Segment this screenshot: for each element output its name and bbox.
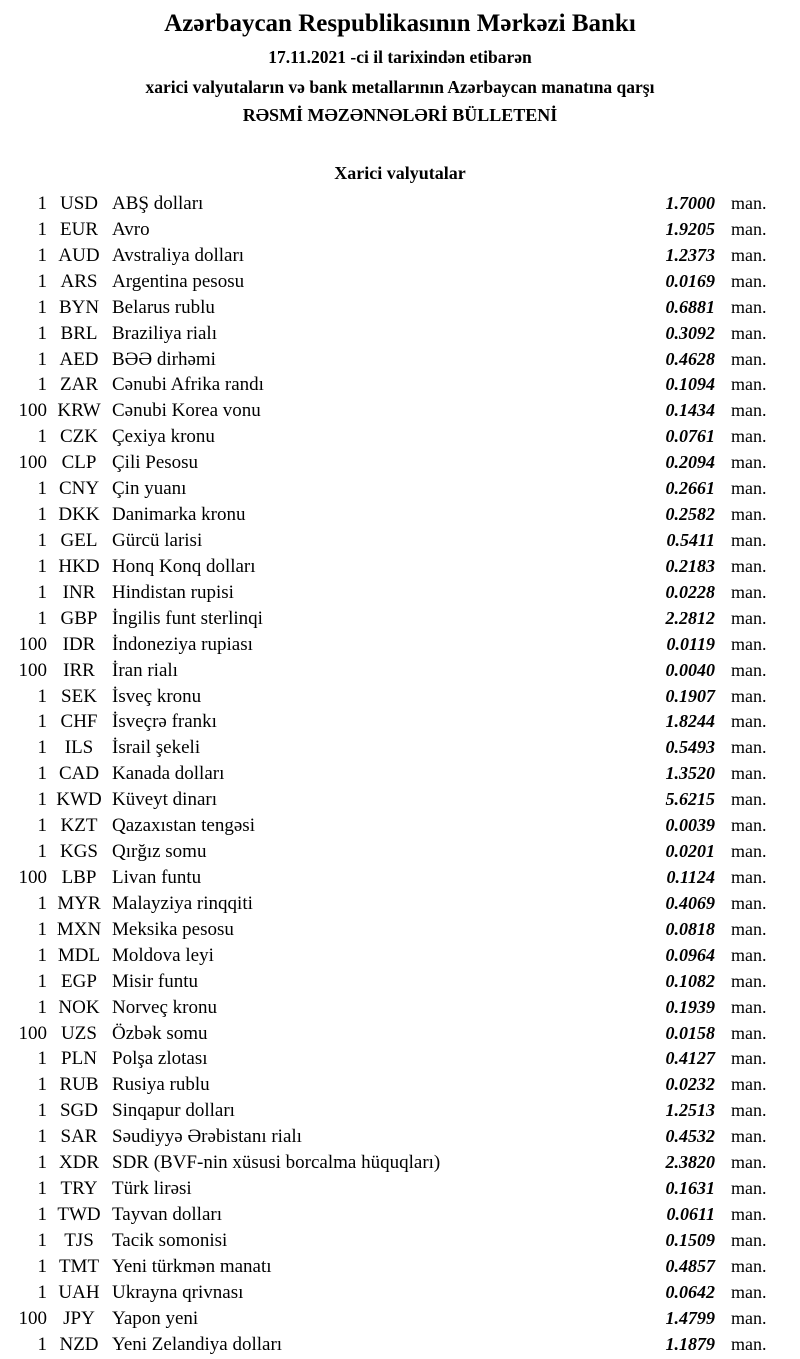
currency-quantity: 1 <box>37 1178 47 1200</box>
currency-code: NZD <box>59 1333 99 1355</box>
rate-value: 0.0232 <box>665 1074 715 1095</box>
currency-name: Türk lirəsi <box>112 1178 192 1200</box>
rate-row <box>0 761 800 787</box>
currency-name: İsveç kronu <box>112 685 202 707</box>
currency-code: JPY <box>63 1307 95 1329</box>
unit-label: man. <box>731 996 767 1017</box>
bulletin-header <box>0 0 800 126</box>
unit-label: man. <box>731 659 767 680</box>
currency-quantity: 1 <box>37 1126 47 1148</box>
currency-name: Sinqapur dolları <box>112 1100 235 1122</box>
currency-quantity: 100 <box>18 633 47 655</box>
currency-name: Qazaxıstan tengəsi <box>112 815 255 837</box>
currency-quantity: 1 <box>37 218 47 240</box>
currency-name: İsveçrə frankı <box>112 711 217 733</box>
rate-value: 0.0201 <box>665 841 715 862</box>
unit-label: man. <box>731 555 767 576</box>
currency-code: MDL <box>57 944 101 966</box>
rate-row <box>0 1306 800 1332</box>
unit-label: man. <box>731 400 767 421</box>
currency-name: Avro <box>112 218 150 240</box>
rate-row <box>0 269 800 295</box>
rate-value: 0.4532 <box>665 1126 715 1147</box>
currency-quantity: 1 <box>37 244 47 266</box>
currency-name: Polşa zlotası <box>112 1048 208 1070</box>
section-title-foreign-currencies: Xarici valyutalar <box>334 163 466 183</box>
currency-code: BRL <box>60 322 98 344</box>
unit-label: man. <box>731 244 767 265</box>
currency-code: RUB <box>59 1074 99 1096</box>
currency-quantity: 1 <box>37 918 47 940</box>
unit-label: man. <box>731 970 767 991</box>
unit-label: man. <box>731 1152 767 1173</box>
currency-quantity: 1 <box>37 348 47 370</box>
currency-quantity: 1 <box>37 193 47 214</box>
rate-row <box>0 1098 800 1124</box>
currency-code: MYR <box>57 892 101 914</box>
currency-code: KWD <box>56 789 102 811</box>
currency-code: MXN <box>56 918 102 940</box>
rate-row <box>0 1021 800 1047</box>
currency-quantity: 1 <box>37 841 47 863</box>
currency-quantity: 100 <box>18 659 47 681</box>
currency-quantity: 1 <box>37 1074 47 1096</box>
rate-value: 1.2513 <box>665 1100 715 1121</box>
currency-code: SEK <box>61 685 97 707</box>
currency-quantity: 1 <box>37 789 47 811</box>
currency-quantity: 100 <box>18 866 47 888</box>
rate-row <box>0 295 800 321</box>
currency-name: Yapon yeni <box>112 1307 199 1329</box>
rate-row <box>0 1332 800 1358</box>
rate-row <box>0 1176 800 1202</box>
currency-name: Danimarka kronu <box>112 504 246 526</box>
rate-value: 0.2094 <box>665 452 715 473</box>
currency-name: Avstraliya dolları <box>112 244 245 266</box>
currency-quantity: 1 <box>37 763 47 785</box>
unit-label: man. <box>731 1074 767 1095</box>
currency-code: LBP <box>61 866 97 888</box>
rate-value: 0.0040 <box>665 659 715 680</box>
unit-label: man. <box>731 348 767 369</box>
rate-value: 0.1631 <box>665 1178 715 1199</box>
rate-value: 0.2183 <box>665 555 715 576</box>
currency-name: Gürcü larisi <box>112 529 203 551</box>
rate-value: 0.1939 <box>665 996 715 1017</box>
currency-name: Yeni türkmən manatı <box>112 1255 272 1277</box>
currency-name: Cənubi Afrika randı <box>112 374 264 396</box>
bulletin-title-line: RƏSMİ MƏZƏNNƏLƏRİ BÜLLETENİ <box>242 105 558 125</box>
rate-value: 0.6881 <box>665 296 715 317</box>
rate-value: 0.0964 <box>665 944 715 965</box>
currency-code: UAH <box>58 1281 100 1303</box>
rate-row <box>0 424 800 450</box>
currency-quantity: 1 <box>37 1229 47 1251</box>
currency-quantity: 1 <box>37 1203 47 1225</box>
unit-label: man. <box>731 918 767 939</box>
currency-quantity: 1 <box>37 737 47 759</box>
rate-value: 0.1082 <box>665 970 715 991</box>
currency-quantity: 1 <box>37 892 47 914</box>
rate-row <box>0 684 800 710</box>
rate-row <box>0 321 800 347</box>
rate-row <box>0 554 800 580</box>
rate-row <box>0 502 800 528</box>
rate-value: 0.4628 <box>665 348 715 369</box>
rate-row <box>0 606 800 632</box>
rate-value: 0.4069 <box>665 892 715 913</box>
currency-code: KZT <box>60 815 98 837</box>
rate-row <box>0 865 800 891</box>
rate-row <box>0 995 800 1021</box>
rate-value: 1.3520 <box>665 763 715 784</box>
unit-label: man. <box>731 866 767 887</box>
currency-name: Misir funtu <box>112 970 199 992</box>
currency-name: Yeni Zelandiya dolları <box>112 1333 283 1355</box>
currency-quantity: 1 <box>37 970 47 992</box>
currency-code: AED <box>59 348 99 370</box>
rate-value: 0.1434 <box>665 400 715 421</box>
unit-label: man. <box>731 1229 767 1250</box>
unit-label: man. <box>731 296 767 317</box>
rate-row <box>0 1280 800 1306</box>
currency-name: Cənubi Korea vonu <box>112 400 261 422</box>
currency-quantity: 1 <box>37 1333 47 1355</box>
rate-row <box>0 1254 800 1280</box>
currency-quantity: 1 <box>37 581 47 603</box>
rate-row <box>0 969 800 995</box>
unit-label: man. <box>731 322 767 343</box>
rate-row <box>0 1124 800 1150</box>
rate-row <box>0 1046 800 1072</box>
currency-code: HKD <box>58 555 100 577</box>
currency-code: ARS <box>60 270 98 292</box>
rate-row <box>0 528 800 554</box>
rate-row <box>0 372 800 398</box>
unit-label: man. <box>731 815 767 836</box>
currency-quantity: 1 <box>37 944 47 966</box>
currency-quantity: 1 <box>37 270 47 292</box>
rate-value: 0.5411 <box>666 529 715 550</box>
unit-label: man. <box>731 607 767 628</box>
currency-code: NOK <box>58 996 100 1018</box>
rate-value: 1.8244 <box>665 711 715 732</box>
subtitle-line: xarici valyutaların və bank metallarının Azərbaycan manatına qarşı <box>145 77 655 97</box>
currency-quantity: 1 <box>37 374 47 396</box>
unit-label: man. <box>731 529 767 550</box>
currency-code: TJS <box>64 1229 94 1251</box>
rate-row <box>0 398 800 424</box>
currency-code: BYN <box>58 296 100 318</box>
currency-code: SGD <box>59 1100 98 1122</box>
rates-table <box>0 191 800 1357</box>
currency-name: Özbək somu <box>112 1022 208 1044</box>
unit-label: man. <box>731 685 767 706</box>
currency-name: Çexiya kronu <box>112 426 215 448</box>
currency-code: INR <box>62 581 96 603</box>
currency-name: Çili Pesosu <box>112 452 199 474</box>
currency-code: TMT <box>58 1255 100 1277</box>
currency-quantity: 100 <box>18 400 47 422</box>
rate-value: 0.0611 <box>666 1203 715 1224</box>
currency-code: EUR <box>60 218 98 240</box>
currency-quantity: 1 <box>37 685 47 707</box>
rate-value: 0.1124 <box>666 866 715 887</box>
unit-label: man. <box>731 193 767 213</box>
currency-quantity: 100 <box>18 452 47 474</box>
unit-label: man. <box>731 737 767 758</box>
unit-label: man. <box>731 270 767 291</box>
rate-value: 1.7000 <box>665 193 715 213</box>
currency-code: ILS <box>64 737 94 759</box>
currency-quantity: 1 <box>37 555 47 577</box>
currency-quantity: 1 <box>37 529 47 551</box>
currency-code: USD <box>59 193 98 214</box>
rate-row <box>0 839 800 865</box>
unit-label: man. <box>731 1178 767 1199</box>
currency-name: Tacik somonisi <box>112 1229 228 1251</box>
currency-name: Çin yuanı <box>112 478 187 500</box>
unit-label: man. <box>731 452 767 473</box>
rate-value: 0.0158 <box>665 1022 715 1043</box>
rate-value: 0.4857 <box>665 1255 715 1276</box>
unit-label: man. <box>731 426 767 447</box>
currency-quantity: 1 <box>37 1255 47 1277</box>
currency-quantity: 1 <box>37 504 47 526</box>
currency-quantity: 1 <box>37 1281 47 1303</box>
rate-value: 0.0761 <box>665 426 715 447</box>
unit-label: man. <box>731 1022 767 1043</box>
currency-quantity: 1 <box>37 322 47 344</box>
rate-row <box>0 243 800 269</box>
unit-label: man. <box>731 218 767 239</box>
currency-code: CHF <box>60 711 98 733</box>
currency-code: GEL <box>60 529 98 551</box>
currency-quantity: 100 <box>18 1022 47 1044</box>
unit-label: man. <box>731 789 767 810</box>
rate-value: 0.1094 <box>665 374 715 395</box>
rate-row <box>0 917 800 943</box>
currency-code: SAR <box>60 1126 98 1148</box>
page-title: Azərbaycan Respublikasının Mərkəzi Bankı <box>164 10 636 37</box>
currency-code: AUD <box>58 244 100 266</box>
rate-row <box>0 191 800 217</box>
currency-name: Malayziya rinqqiti <box>112 892 253 914</box>
unit-label: man. <box>731 478 767 499</box>
currency-code: CNY <box>58 478 100 500</box>
currency-code: DKK <box>58 504 100 526</box>
rate-value: 5.6215 <box>665 789 715 810</box>
currency-name: İran rialı <box>112 659 178 681</box>
currency-code: PLN <box>61 1048 97 1070</box>
currency-quantity: 1 <box>37 607 47 629</box>
currency-quantity: 1 <box>37 996 47 1018</box>
currency-code: IRR <box>63 659 95 681</box>
rate-value: 1.9205 <box>665 218 715 239</box>
unit-label: man. <box>731 374 767 395</box>
rate-value: 2.2812 <box>665 607 715 628</box>
currency-name: ABŞ dolları <box>112 193 204 214</box>
rate-row <box>0 347 800 373</box>
unit-label: man. <box>731 1281 767 1302</box>
rate-row <box>0 476 800 502</box>
currency-code: GBP <box>60 607 98 629</box>
rate-value: 0.0169 <box>665 270 715 291</box>
unit-label: man. <box>731 711 767 732</box>
currency-code: IDR <box>62 633 96 655</box>
rate-value: 0.4127 <box>665 1048 715 1069</box>
currency-name: Rusiya rublu <box>112 1074 210 1096</box>
rate-value: 0.2582 <box>665 504 715 525</box>
rate-row <box>0 1072 800 1098</box>
currency-code: KRW <box>57 400 101 422</box>
unit-label: man. <box>731 1307 767 1328</box>
unit-label: man. <box>731 841 767 862</box>
currency-quantity: 1 <box>37 1152 47 1174</box>
unit-label: man. <box>731 1333 767 1354</box>
rate-row <box>0 787 800 813</box>
unit-label: man. <box>731 1048 767 1069</box>
currency-name: Honq Konq dolları <box>112 555 256 577</box>
currency-quantity: 100 <box>18 1307 47 1329</box>
currency-name: Ukrayna qrivnası <box>112 1281 244 1303</box>
currency-name: SDR (BVF-nin xüsusi borcalma hüquqları) <box>112 1152 441 1174</box>
rate-row <box>0 450 800 476</box>
rate-value: 0.0818 <box>665 918 715 939</box>
currency-quantity: 1 <box>37 426 47 448</box>
currency-code: TRY <box>60 1178 98 1200</box>
rate-row <box>0 1150 800 1176</box>
rate-value: 2.3820 <box>665 1152 715 1173</box>
currency-quantity: 1 <box>37 815 47 837</box>
currency-quantity: 1 <box>37 478 47 500</box>
rate-row <box>0 891 800 917</box>
currency-name: Belarus rublu <box>112 296 215 318</box>
rate-value: 1.2373 <box>665 244 715 265</box>
currency-quantity: 1 <box>37 711 47 733</box>
rate-row <box>0 1228 800 1254</box>
rate-value: 1.1879 <box>665 1333 715 1354</box>
unit-label: man. <box>731 1100 767 1121</box>
currency-name: Küveyt dinarı <box>112 789 218 811</box>
rate-value: 0.5493 <box>665 737 715 758</box>
currency-code: XDR <box>58 1152 100 1174</box>
rate-value: 0.2661 <box>665 478 715 499</box>
rate-row <box>0 658 800 684</box>
currency-code: UZS <box>61 1022 97 1044</box>
rate-row <box>0 943 800 969</box>
rate-value: 0.1907 <box>665 685 715 706</box>
rate-row <box>0 813 800 839</box>
rate-value: 1.4799 <box>665 1307 715 1328</box>
effective-date-line: 17.11.2021 -ci il tarixindən etibarən <box>268 47 532 67</box>
rate-value: 0.1509 <box>665 1229 715 1250</box>
currency-code: CLP <box>61 452 97 474</box>
currency-name: Hindistan rupisi <box>112 581 234 603</box>
currency-name: İngilis funt sterlinqi <box>112 607 263 629</box>
unit-label: man. <box>731 1126 767 1147</box>
currency-name: Tayvan dolları <box>112 1203 222 1225</box>
rate-row <box>0 1202 800 1228</box>
currency-name: BƏƏ dirhəmi <box>112 348 216 370</box>
currency-name: Livan funtu <box>112 866 202 888</box>
currency-quantity: 1 <box>37 1100 47 1122</box>
currency-name: Braziliya rialı <box>112 322 217 344</box>
currency-name: Meksika pesosu <box>112 918 234 940</box>
currency-code: ZAR <box>60 374 98 396</box>
rate-value: 0.0642 <box>665 1281 715 1302</box>
currency-name: Qırğız somu <box>112 841 207 863</box>
rate-value: 0.3092 <box>665 322 715 343</box>
currency-quantity: 1 <box>37 1048 47 1070</box>
rate-value: 0.0119 <box>666 633 715 654</box>
currency-name: Norveç kronu <box>112 996 217 1018</box>
unit-label: man. <box>731 944 767 965</box>
currency-name: Argentina pesosu <box>112 270 245 292</box>
unit-label: man. <box>731 763 767 784</box>
currency-code: EGP <box>61 970 97 992</box>
currency-name: Səudiyyə Ərəbistanı rialı <box>112 1126 302 1148</box>
rate-value: 0.0039 <box>665 815 715 836</box>
unit-label: man. <box>731 892 767 913</box>
rate-row <box>0 709 800 735</box>
unit-label: man. <box>731 633 767 654</box>
rate-row <box>0 580 800 606</box>
unit-label: man. <box>731 1255 767 1276</box>
currency-code: TWD <box>57 1203 101 1225</box>
currency-quantity: 1 <box>37 296 47 318</box>
currency-code: CZK <box>60 426 98 448</box>
unit-label: man. <box>731 504 767 525</box>
rate-value: 0.0228 <box>665 581 715 602</box>
rate-row <box>0 632 800 658</box>
rate-row <box>0 735 800 761</box>
currency-name: Kanada dolları <box>112 763 225 785</box>
currency-code: CAD <box>58 763 100 785</box>
currency-name: İsrail şekeli <box>112 737 201 759</box>
unit-label: man. <box>731 1203 767 1224</box>
unit-label: man. <box>731 581 767 602</box>
currency-name: İndoneziya rupiası <box>112 633 253 655</box>
currency-code: KGS <box>59 841 98 863</box>
currency-name: Moldova leyi <box>112 944 214 966</box>
rate-row <box>0 217 800 243</box>
